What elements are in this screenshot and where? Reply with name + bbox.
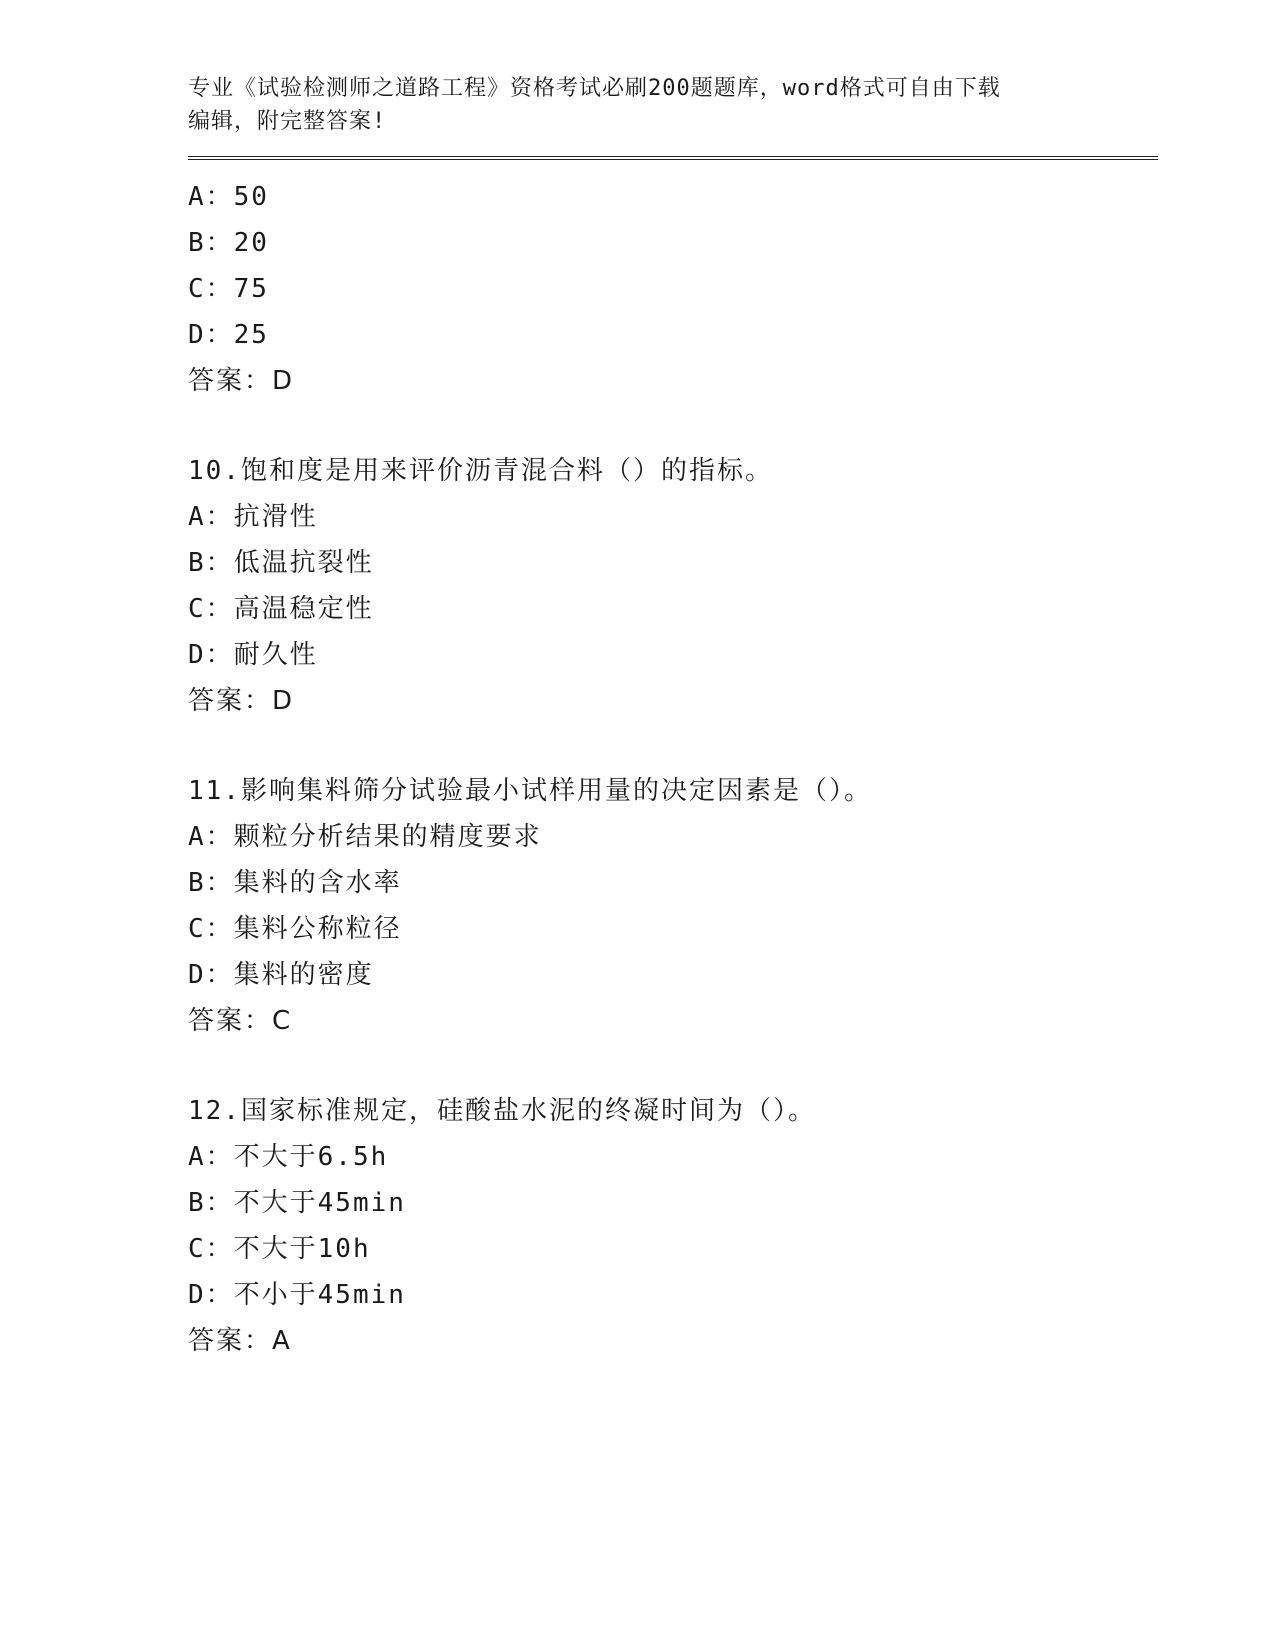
option-c: C：75: [188, 274, 269, 304]
header-line-1: 专业《试验检测师之道路工程》资格考试必刷200题题库，word格式可自由下载: [188, 76, 1001, 101]
header-divider: [188, 156, 1158, 160]
option-a: A：50: [188, 182, 269, 212]
document-header: [188, 72, 1088, 138]
question-text: 10.饱和度是用来评价沥青混合料（）的指标。: [188, 456, 773, 486]
question-text: 12.国家标准规定，硅酸盐水泥的终凝时间为（）。: [188, 1096, 816, 1126]
question-10: [188, 448, 1158, 724]
answer-line: 答案：D: [188, 366, 295, 396]
header-line-2: 编辑，附完整答案!: [188, 109, 387, 134]
question-12: [188, 1088, 1158, 1364]
option-c: C：不大于10h: [188, 1234, 371, 1264]
option-d: D：不小于45min: [188, 1280, 406, 1310]
option-c: C：集料公称粒径: [188, 914, 402, 944]
question-text: 11.影响集料筛分试验最小试样用量的决定因素是（）。: [188, 776, 872, 806]
question-9-continued: [188, 174, 1158, 404]
option-a: A：不大于6.5h: [188, 1142, 389, 1172]
option-a: A：抗滑性: [188, 502, 318, 532]
question-11: [188, 768, 1158, 1044]
option-b: B：低温抗裂性: [188, 548, 374, 578]
answer-line: 答案：C: [188, 1006, 293, 1036]
option-c: C：高温稳定性: [188, 594, 374, 624]
document-page: [188, 72, 1158, 1364]
option-b: B：不大于45min: [188, 1188, 406, 1218]
option-d: D：耐久性: [188, 640, 318, 670]
option-d: D：集料的密度: [188, 960, 374, 990]
option-b: B：20: [188, 228, 269, 258]
option-d: D：25: [188, 320, 269, 350]
option-b: B：集料的含水率: [188, 868, 402, 898]
option-a: A：颗粒分析结果的精度要求: [188, 822, 542, 852]
answer-line: 答案：A: [188, 1326, 292, 1356]
answer-line: 答案：D: [188, 686, 295, 716]
